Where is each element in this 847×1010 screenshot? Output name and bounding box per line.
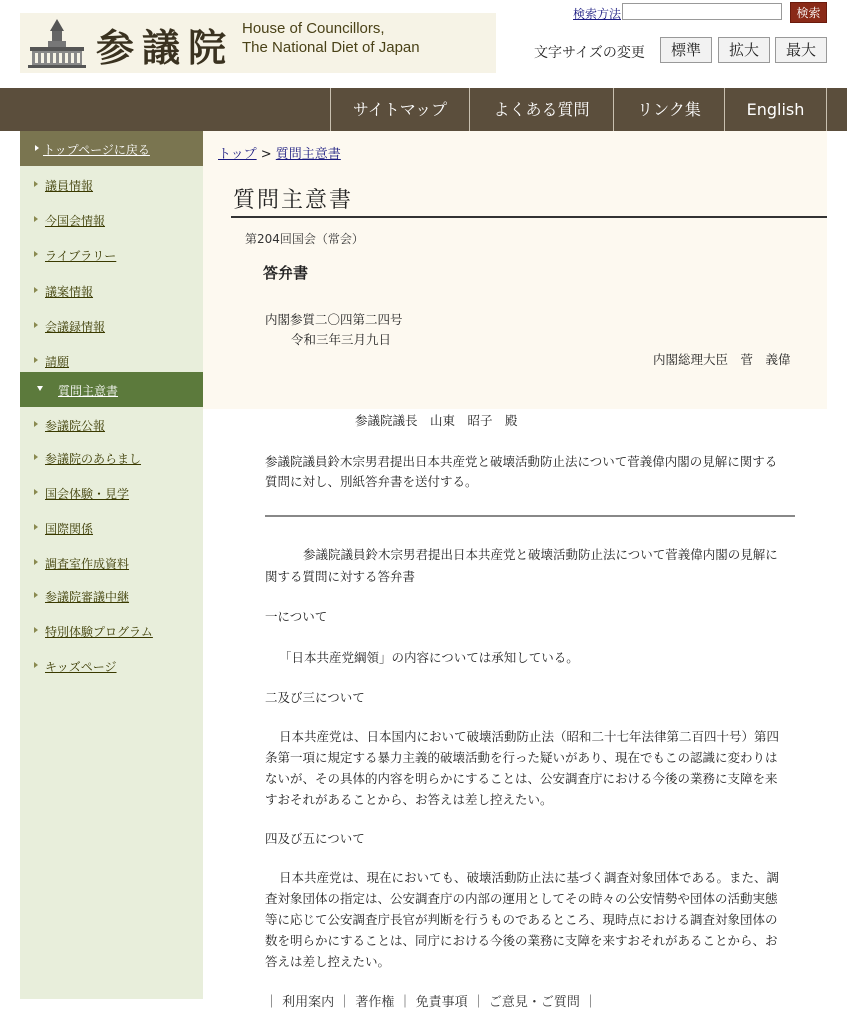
sidebar-item-current-diet[interactable] (20, 202, 203, 237)
document-recipient: 参議院議長 山東 昭子 殿 (355, 413, 518, 428)
footer-links[interactable]: ｜ 利用案内 ｜ 著作権 ｜ 免責事項 ｜ ご意見・ご質問 ｜ (265, 995, 598, 1010)
section-divider (265, 515, 795, 517)
section2-line: 条第一項に規定する暴力主義的破壊活動を行った疑いがあり、現在でもこの認識に変わりは (265, 750, 778, 765)
top-navigation (0, 88, 847, 131)
search-help-link[interactable]: 検索方法 (573, 7, 622, 21)
sidebar-item-gazette[interactable] (20, 407, 203, 442)
arrow-right-icon (34, 559, 38, 565)
nav-english[interactable]: English (724, 88, 827, 131)
nav-links[interactable]: リンク集 (613, 88, 724, 131)
sidebar-item-label: 議員情報 (45, 179, 94, 193)
font-size-max-button[interactable]: 最大 (775, 37, 827, 63)
sidebar-item-label: 議案情報 (45, 285, 94, 299)
arrow-right-icon (34, 524, 38, 530)
sidebar-item-library[interactable] (20, 237, 203, 272)
section2-line: 日本共産党は、日本国内において破壊活動防止法（昭和二十七年法律第二百四十号）第四 (279, 729, 780, 744)
arrow-right-icon (34, 421, 38, 427)
session-label: 第204回国会（常会） (245, 232, 364, 246)
section3-line: 数を明らかにすることは、同庁における今後の業務に支障を来すおそれがあることから、お (265, 933, 778, 948)
section1-body: 「日本共産党綱領」の内容については承知している。 (279, 650, 579, 665)
logo-english-line1: House of Councillors, (242, 20, 385, 37)
sidebar-item-label: キッズページ (45, 660, 117, 674)
breadcrumb (218, 143, 341, 162)
nav-sitemap[interactable]: サイトマップ (330, 88, 469, 131)
section2-line: ないが、その具体的内容を明らかにすることは、公安調査庁における今後の業務に支障を来 (265, 771, 778, 786)
sidebar-item-special-program[interactable] (20, 613, 203, 648)
diet-building-icon (24, 15, 90, 71)
search-button[interactable]: 検索 (790, 2, 827, 23)
arrow-right-icon (34, 627, 38, 633)
sidebar-item-label: 今国会情報 (45, 214, 106, 228)
title-underline (231, 216, 827, 218)
arrow-right-icon (34, 357, 38, 363)
sidebar-item-label: 特別体験プログラム (45, 625, 153, 639)
arrow-right-icon (34, 454, 38, 460)
sidebar-item-minutes[interactable] (20, 308, 203, 343)
sidebar-item-label: 調査室作成資料 (45, 557, 130, 571)
section3-line: 答えは差し控えたい。 (265, 954, 391, 969)
breadcrumb-separator: > (256, 147, 276, 162)
arrow-right-icon (34, 489, 38, 495)
sidebar-item-label: 参議院公報 (45, 419, 106, 433)
arrow-right-icon (34, 181, 38, 187)
arrow-right-icon (34, 287, 38, 293)
sidebar-item-tours[interactable] (20, 475, 203, 510)
document-date: 令和三年三月九日 (291, 332, 392, 347)
arrow-right-icon (34, 216, 38, 222)
document-sender: 内閣総理大臣 菅 義偉 (653, 352, 791, 367)
sidebar-item-label: 質問主意書 (58, 384, 119, 398)
document-number: 内閣参質二〇四第二四号 (265, 312, 403, 327)
arrow-right-icon (35, 145, 39, 151)
breadcrumb-current-link[interactable]: 質問主意書 (275, 147, 341, 162)
sidebar-item-label: 参議院審議中継 (45, 590, 130, 604)
logo-kanji: 参議院 (96, 25, 235, 70)
section3-line: 等に応じて公安調査庁長官が判断を行うものであるところ、現時点における調査対象団体の (265, 912, 778, 927)
site-logo[interactable] (20, 13, 496, 73)
breadcrumb-top-link[interactable]: トップ (218, 147, 257, 162)
sidebar-item-label: 会議録情報 (45, 320, 106, 334)
page-title: 質問主意書 (233, 188, 354, 213)
sidebar-item-questions[interactable] (20, 372, 203, 407)
cover-text-line1: 参議院議員鈴木宗男君提出日本共産党と破壊活動防止法について菅義偉内閣の見解に関する (265, 454, 778, 469)
sidebar-item-research[interactable] (20, 545, 203, 580)
sidebar-item-home[interactable] (20, 131, 203, 166)
arrow-right-icon (34, 322, 38, 328)
sidebar-item-label: 参議院のあらまし (45, 452, 142, 466)
sidebar-item-members[interactable] (20, 167, 203, 202)
sidebar-item-overview[interactable] (20, 440, 203, 475)
search-input[interactable] (622, 3, 782, 20)
sidebar-item-kids[interactable] (20, 648, 203, 683)
section2-heading: 二及び三について (265, 690, 365, 705)
sidebar-item-label: トップページに戻る (43, 143, 150, 157)
answer-title-line1: 参議院議員鈴木宗男君提出日本共産党と破壊活動防止法について菅義偉内閣の見解に (303, 547, 778, 562)
section1-heading: 一について (265, 609, 328, 624)
sidebar-item-label: 請願 (45, 355, 70, 369)
font-size-large-button[interactable]: 拡大 (718, 37, 770, 63)
sidebar-item-label: 国際関係 (45, 522, 94, 536)
site-header (0, 0, 847, 88)
arrow-right-icon (34, 251, 38, 257)
sidebar-item-broadcast[interactable] (20, 578, 203, 613)
section2-line: すおそれがあることから、お答えは差し控えたい。 (265, 792, 553, 807)
font-size-standard-button[interactable]: 標準 (660, 37, 712, 63)
arrow-down-icon (37, 386, 43, 391)
cover-text-line2: 質問に対し、別紙答弁書を送付する。 (265, 474, 478, 489)
sidebar-item-international[interactable] (20, 510, 203, 545)
nav-faq[interactable]: よくある質問 (469, 88, 613, 131)
sidebar-item-bills[interactable] (20, 273, 203, 308)
logo-english-line2: The National Diet of Japan (242, 39, 420, 56)
arrow-right-icon (34, 592, 38, 598)
section3-line: 日本共産党は、現在においても、破壊活動防止法に基づく調査対象団体である。また、調 (279, 870, 780, 885)
sidebar-item-label: ライブラリー (45, 249, 117, 263)
answer-title-line2: 関する質問に対する答弁書 (265, 569, 416, 584)
answer-heading: 答弁書 (263, 264, 309, 282)
sidebar-item-label: 国会体験・見学 (45, 487, 130, 501)
section3-heading: 四及び五について (265, 831, 365, 846)
main-content (203, 131, 827, 1010)
font-size-label: 文字サイズの変更 (534, 45, 645, 61)
section3-line: 査対象団体の指定は、公安調査庁の内部の運用としてその時々の公安情勢や団体の活動実態 (265, 891, 778, 906)
sidebar (20, 131, 203, 999)
arrow-right-icon (34, 662, 38, 668)
